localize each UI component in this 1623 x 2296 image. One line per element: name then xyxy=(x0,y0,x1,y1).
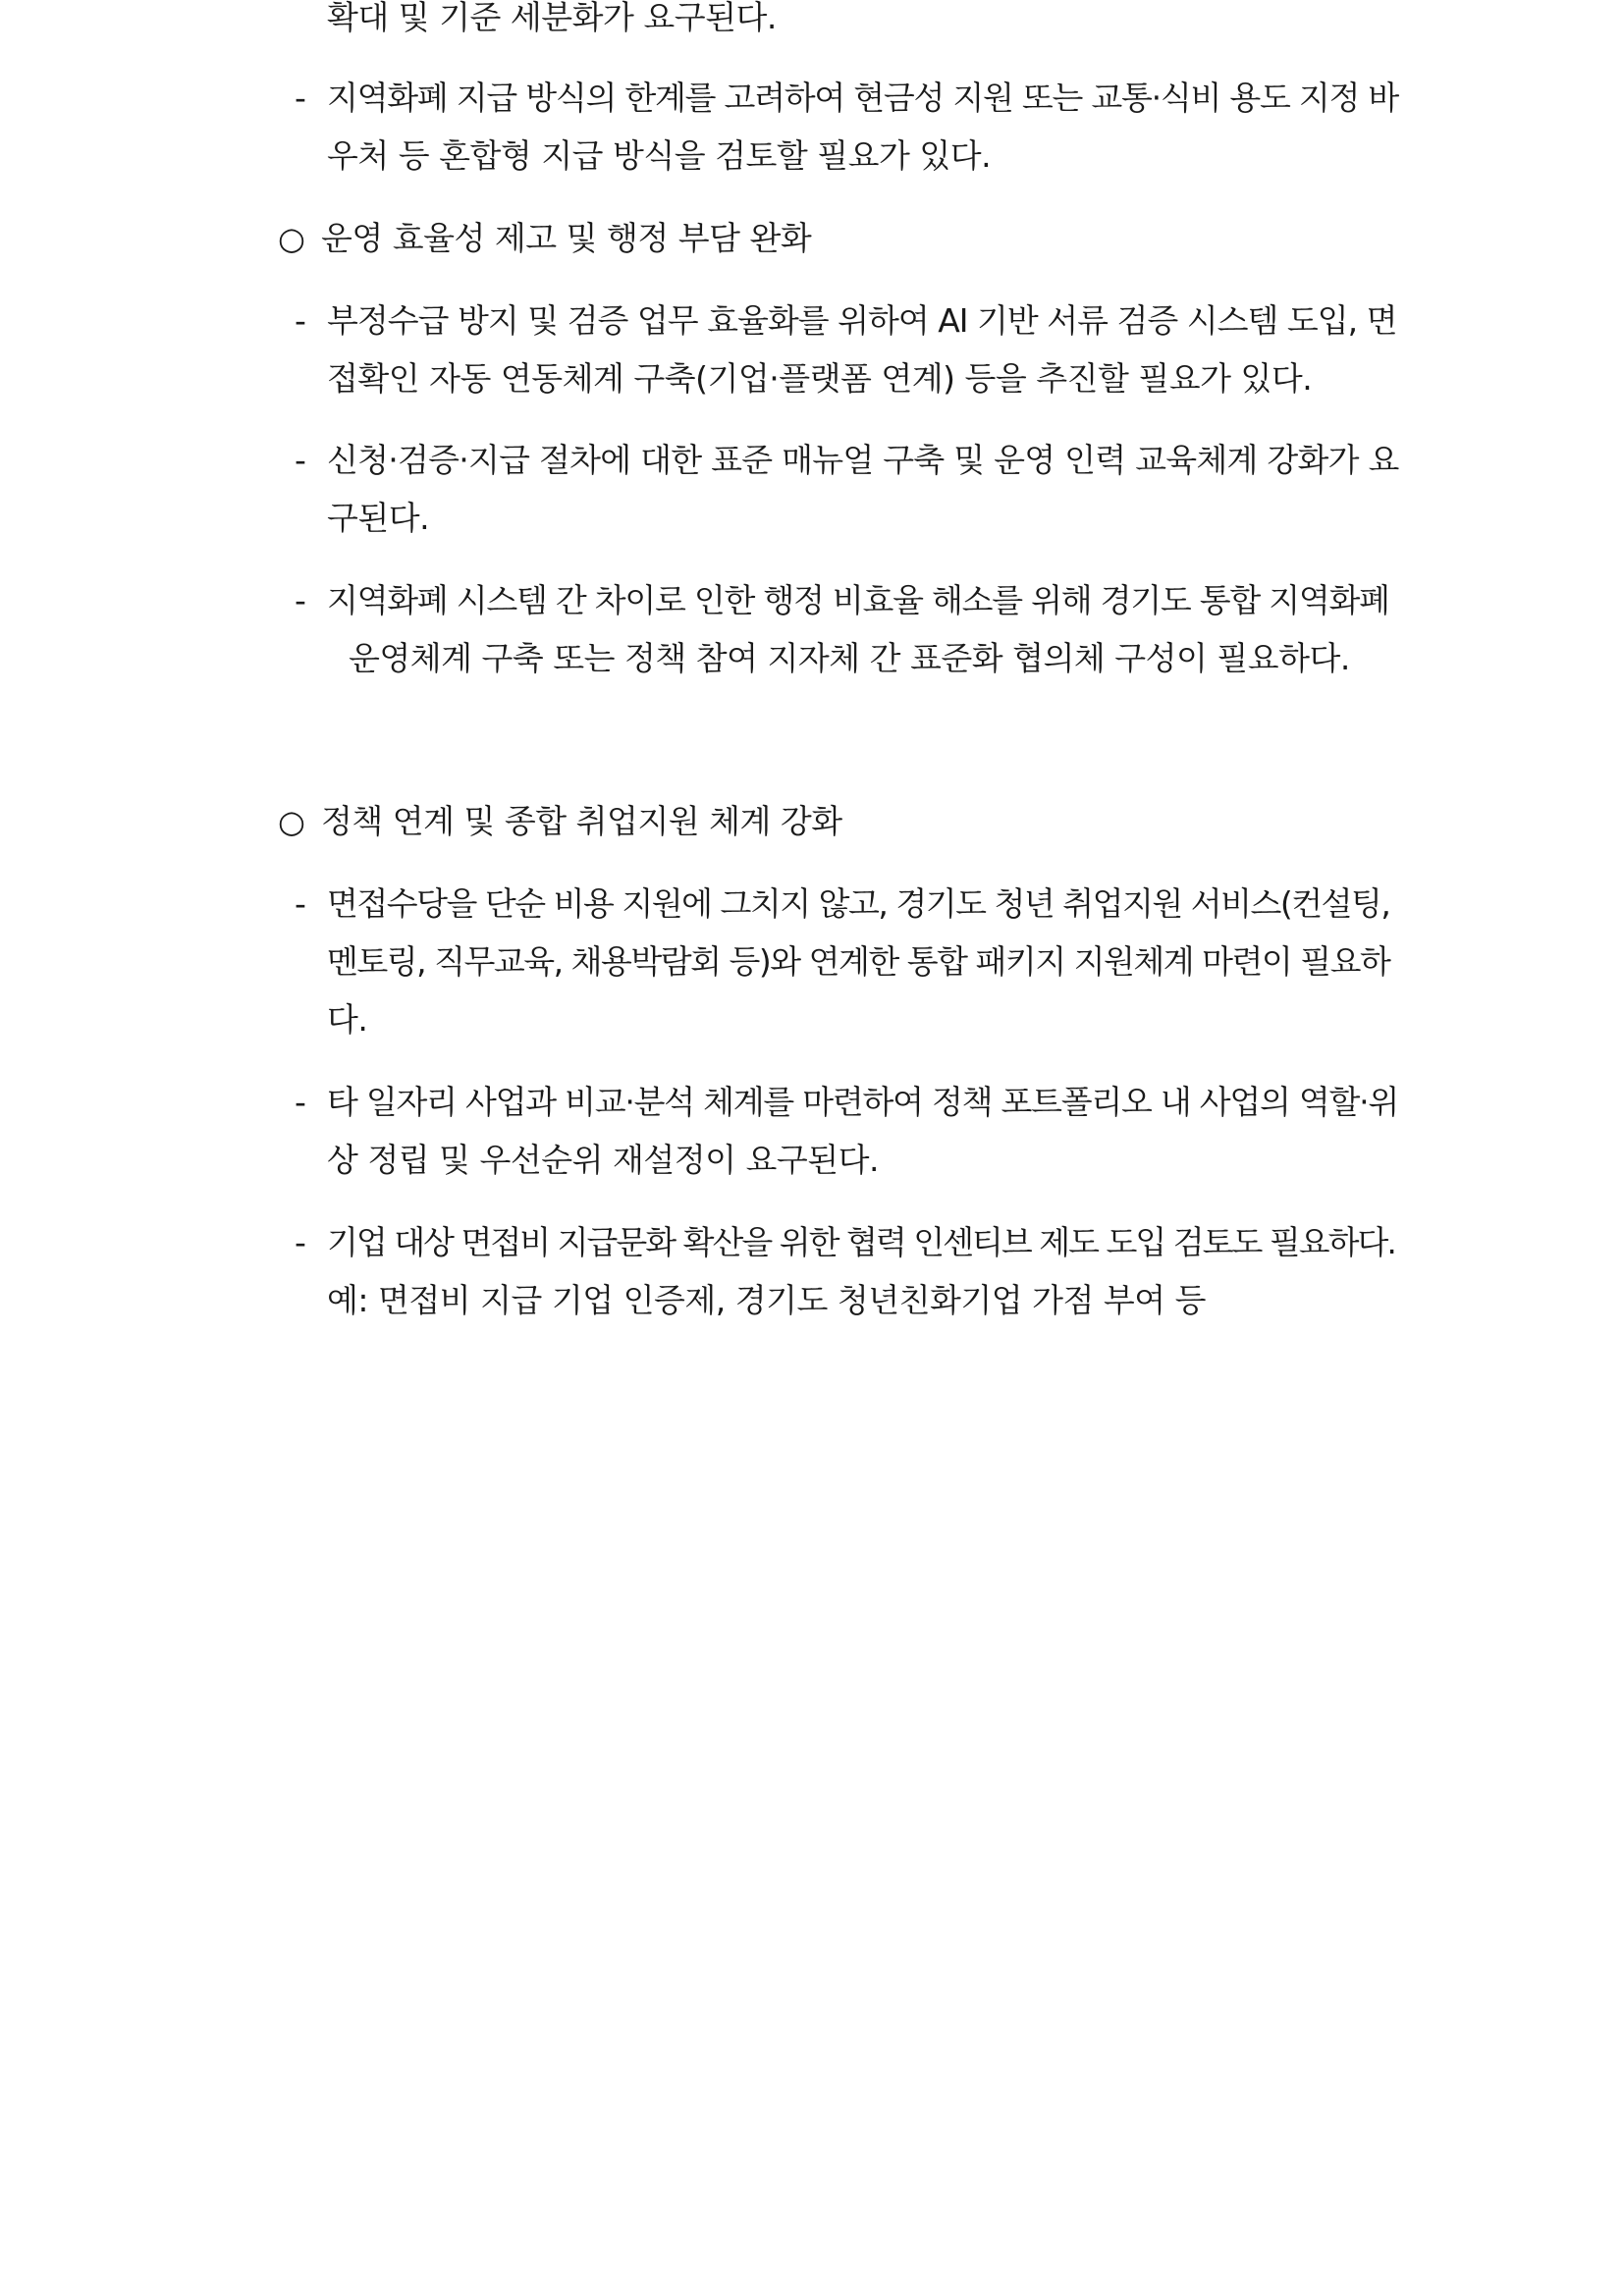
dash-marker: - xyxy=(295,1083,306,1121)
continuation-text: 확대 및 기준 세분화가 요구된다. xyxy=(327,0,777,36)
dash-marker: - xyxy=(295,79,306,117)
bullet-text: 우처 등 혼합형 지급 방식을 검토할 필요가 있다. xyxy=(327,136,992,175)
circle-bullet-icon: ○ xyxy=(278,803,305,840)
dash-marker: - xyxy=(295,1223,306,1261)
bullet-text: 구된다. xyxy=(327,499,430,537)
bullet-text: 면접수당을 단순 비용 지원에 그치지 않고, 경기도 청년 취업지원 서비스(컨설팅, xyxy=(327,884,1390,923)
bullet-text: 멘토링, 직무교육, 채용박람회 등)와 연계한 통합 패키지 지원체계 마련이 필요하 xyxy=(327,942,1390,981)
section-heading: 운영 효율성 제고 및 행정 부담 완화 xyxy=(321,219,812,257)
bullet-text: 부정수급 방지 및 검증 업무 효율화를 위하여 AI 기반 서류 검증 시스템 도입, 면 xyxy=(327,301,1397,340)
dash-marker: - xyxy=(295,884,306,923)
dash-marker: - xyxy=(295,581,306,619)
bullet-text: 지역화폐 시스템 간 차이로 인한 행정 비효율 해소를 위해 경기도 통합 지역화폐 xyxy=(327,581,1389,619)
bullet-text: 운영체계 구축 또는 정책 참여 지자체 간 표준화 협의체 구성이 필요하다. xyxy=(349,639,1350,677)
bullet-text: 예: 면접비 지급 기업 인증제, 경기도 청년친화기업 가점 부여 등 xyxy=(327,1281,1206,1319)
bullet-text: 지역화폐 지급 방식의 한계를 고려하여 현금성 지원 또는 교통·식비 용도 지정 바 xyxy=(327,79,1398,117)
bullet-text: 신청·검증·지급 절차에 대한 표준 매뉴얼 구축 및 운영 인력 교육체계 강화가 요 xyxy=(327,441,1399,479)
circle-bullet-icon: ○ xyxy=(278,220,305,257)
bullet-text: 상 정립 및 우선순위 재설정이 요구된다. xyxy=(327,1141,879,1179)
bullet-text: 다. xyxy=(327,1000,368,1039)
bullet-text: 기업 대상 면접비 지급문화 확산을 위한 협력 인센티브 제도 도입 검토도 필요하다. xyxy=(327,1223,1395,1261)
dash-marker: - xyxy=(295,441,306,479)
bullet-text: 타 일자리 사업과 비교·분석 체계를 마련하여 정책 포트폴리오 내 사업의 역할·위 xyxy=(327,1083,1398,1121)
bullet-text: 접확인 자동 연동체계 구축(기업·플랫폼 연계) 등을 추진할 필요가 있다. xyxy=(327,359,1313,398)
dash-marker: - xyxy=(295,301,306,340)
section-heading: 정책 연계 및 종합 취업지원 체계 강화 xyxy=(321,802,842,840)
